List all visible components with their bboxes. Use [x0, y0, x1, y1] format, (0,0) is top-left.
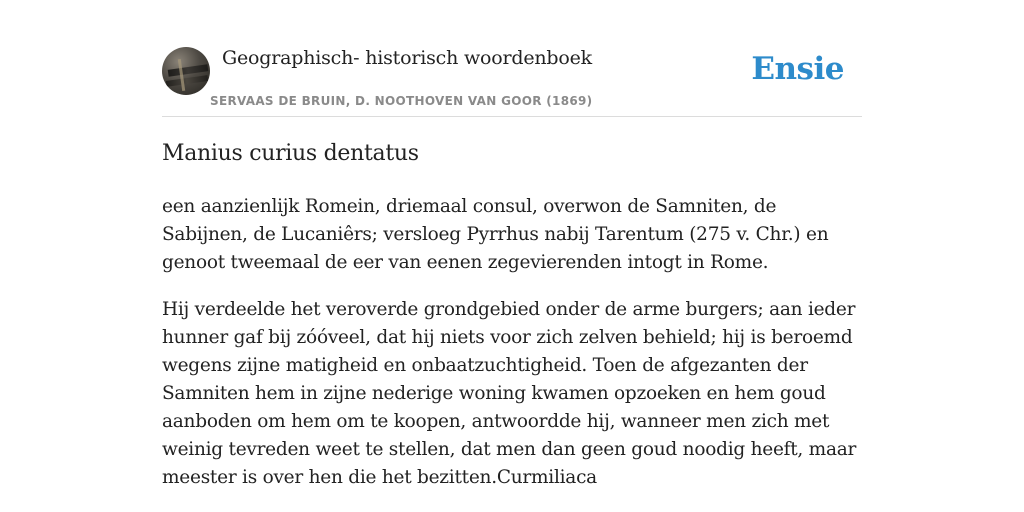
book-title-link[interactable]: Geographisch- historisch woordenboek — [222, 47, 592, 69]
book-spine-shape — [166, 75, 208, 87]
entry-paragraph: Hij verdeelde het veroverde grondgebied onder de arme burgers; aan ieder hunner gaf bij zóóveel, dat hij niets voor zich zelven behield; hij is beroemd wegens zijne matigheid en onbaatzuchtigheid. Toen de afgezanten der Samniten hem in zijne nederige woning kwamen opzoeken en hem goud aanboden om hem om te koopen, antwoordde hij, wanneer men zich met weinig tevreden weet te stellen, dat men dan geen goud noodig heeft, maar meester is over hen die het bezitten.Curmiliaca — [162, 299, 857, 488]
entry-content — [162, 138, 862, 511]
brand-logo-link[interactable]: Ensie — [751, 51, 844, 87]
entry-title: Manius curius dentatus — [162, 141, 419, 166]
author-line: SERVAAS DE BRUIN, D. NOOTHOVEN VAN GOOR (1869) — [210, 94, 593, 108]
entry-paragraph: een aanzienlijk Romein, driemaal consul, overwon de Samniten, de Sabijnen, de Lucaniêrs; versloeg Pyrrhus nabij Tarentum (275 v. Chr.) en genoot tweemaal de eer van eenen zegevierenden intogt in Rome. — [162, 196, 829, 273]
book-avatar[interactable] — [162, 47, 210, 95]
page-header — [162, 44, 862, 117]
